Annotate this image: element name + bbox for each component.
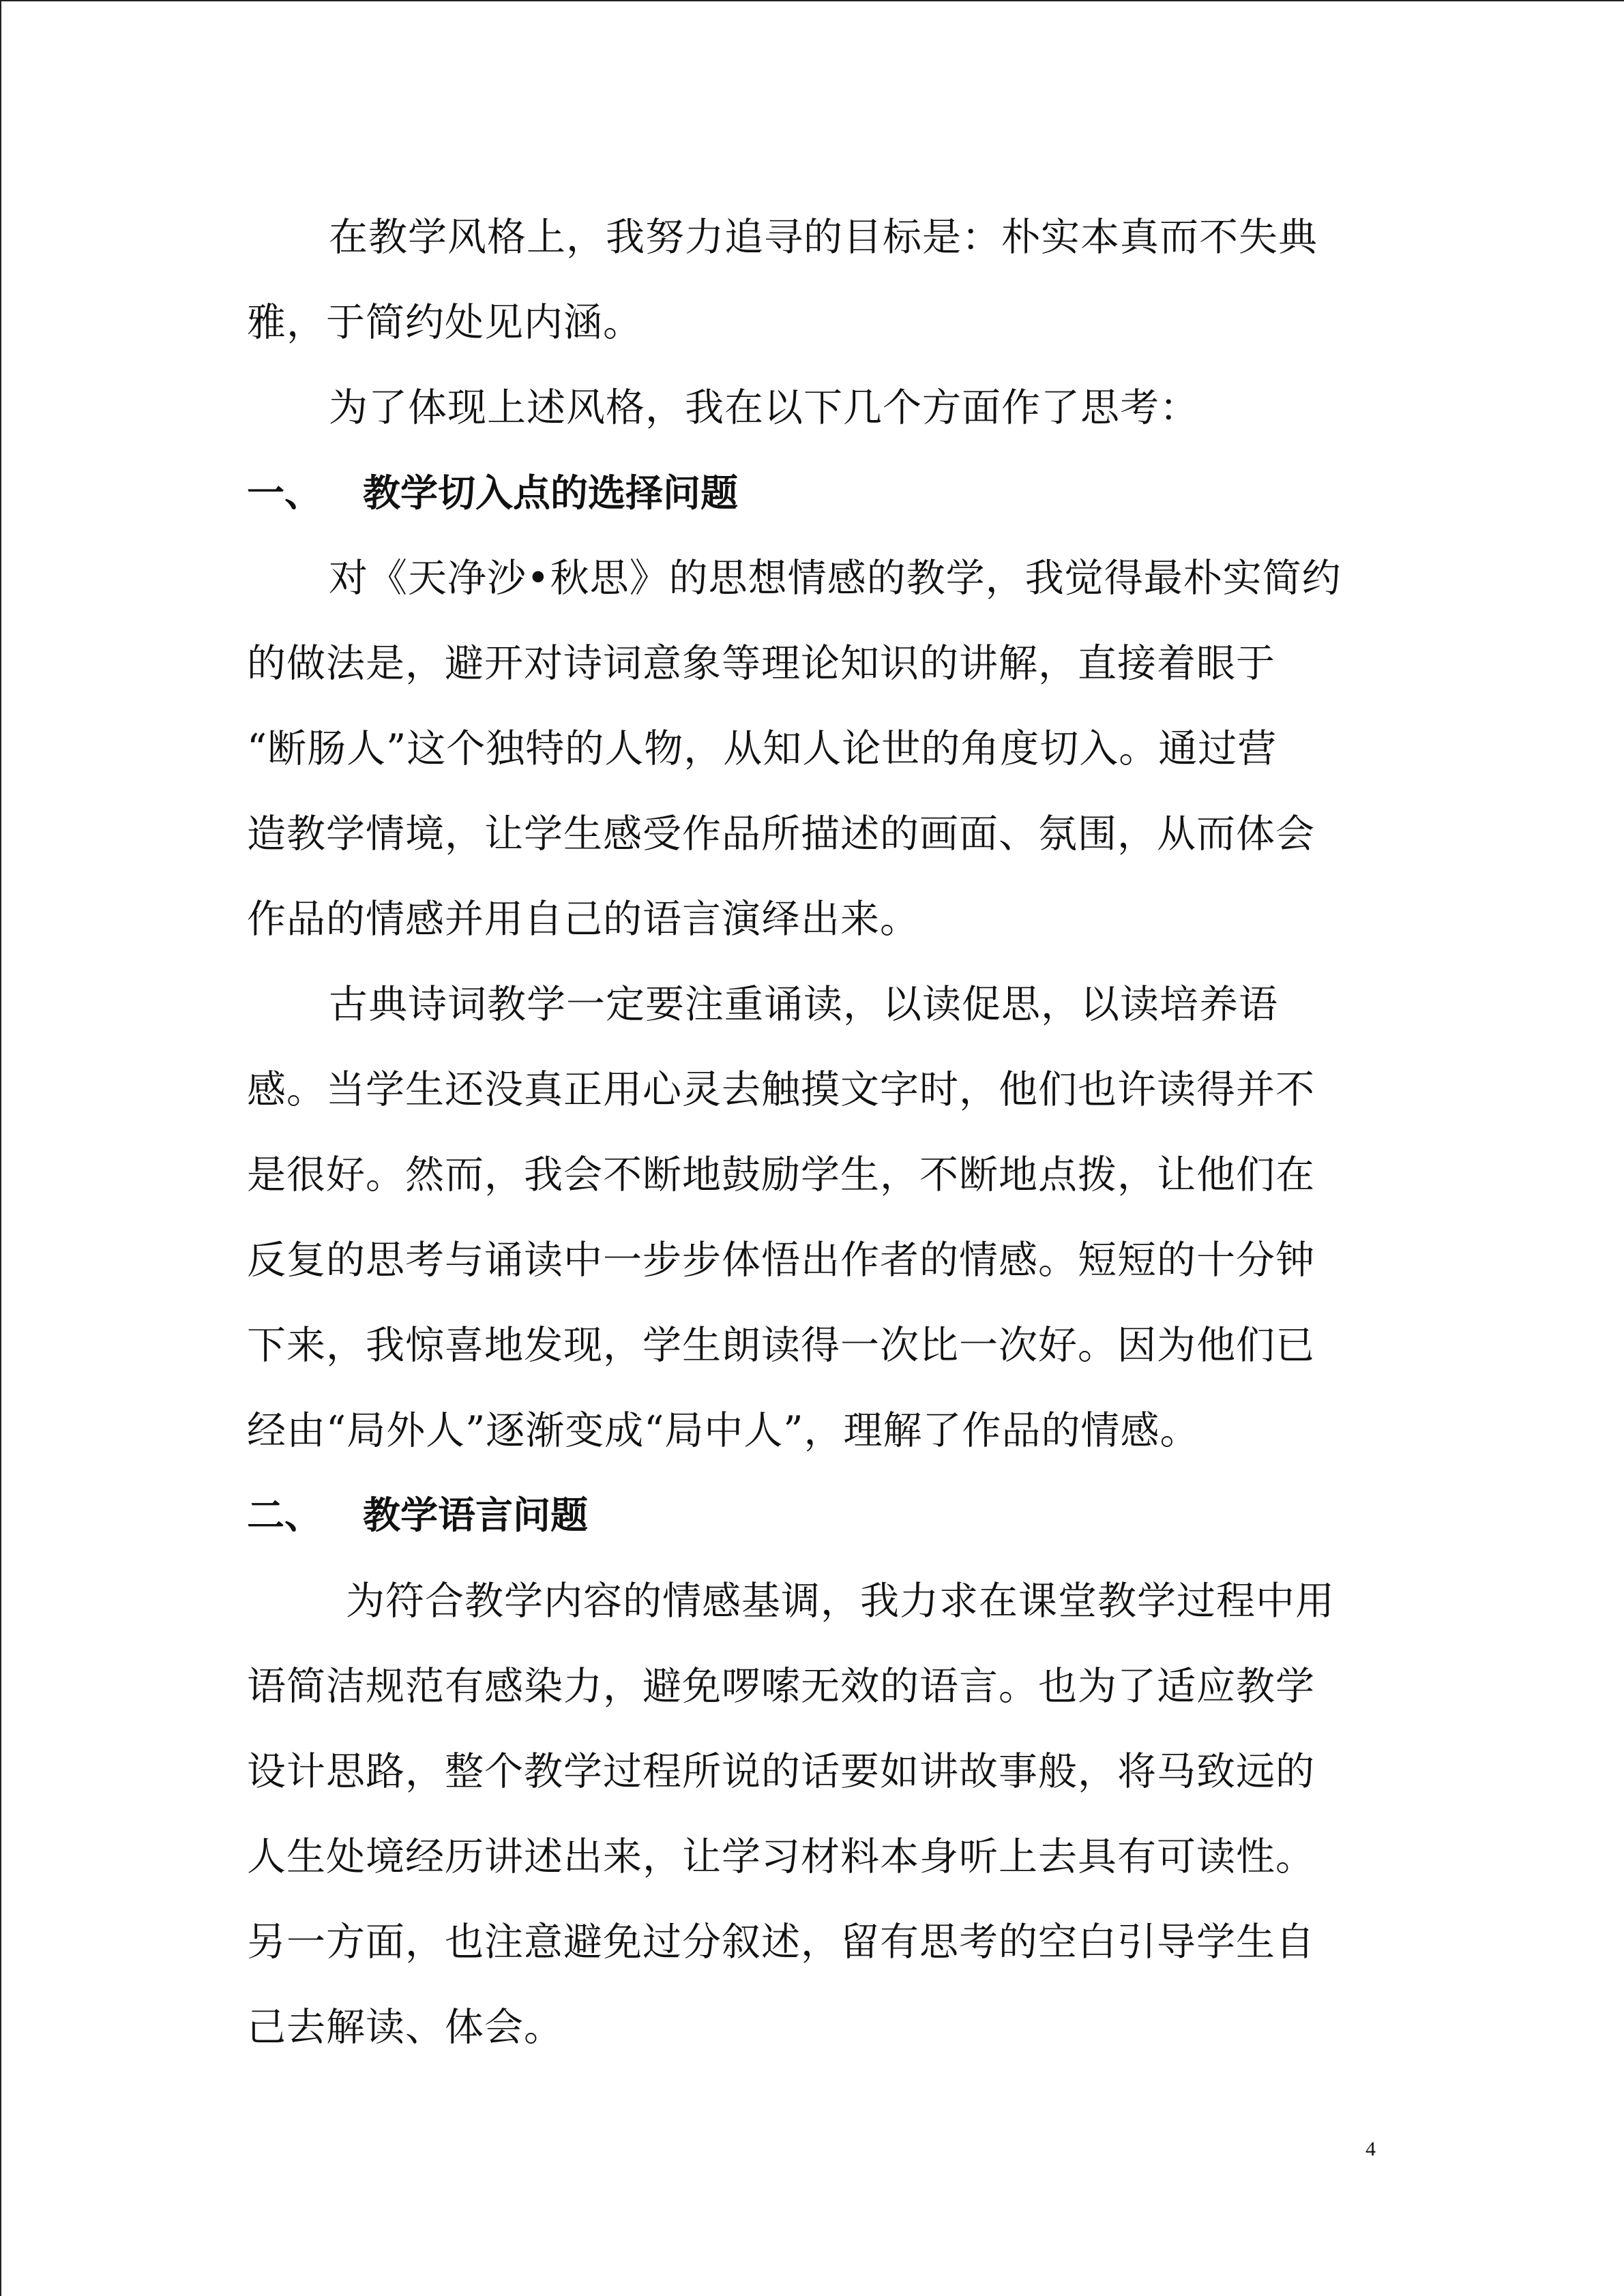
paragraph-5-line-3: 设计思路，整个教学过程所说的话要如讲故事般，将马致远的 xyxy=(247,1749,1315,1794)
paragraph-4-line-4: 反复的思考与诵读中一步步体悟出作者的情感。短短的十分钟 xyxy=(247,1238,1315,1283)
section-heading-1 xyxy=(247,471,739,515)
paragraph-5-line-1: 为符合教学内容的情感基调，我力求在课堂教学过程中用 xyxy=(346,1579,1335,1624)
section-heading-1-number: 一、 xyxy=(247,471,323,515)
paragraph-2-line-1: 为了体现上述风格，我在以下几个方面作了思考： xyxy=(329,385,1199,430)
section-heading-1-text: 教学切入点的选择问题 xyxy=(363,471,739,515)
paragraph-5-line-4: 人生处境经历讲述出来，让学习材料本身听上去具有可读性。 xyxy=(247,1834,1315,1879)
page-number: 4 xyxy=(1365,2138,1376,2160)
paragraph-4-line-5: 下来，我惊喜地发现，学生朗读得一次比一次好。因为他们已 xyxy=(247,1323,1315,1368)
paragraph-3-line-5: 作品的情感并用自己的语言演绎出来。 xyxy=(247,897,919,942)
paragraph-3-line-4: 造教学情境，让学生感受作品所描述的画面、氛围，从而体会 xyxy=(247,811,1315,856)
section-heading-2-text: 教学语言问题 xyxy=(363,1493,589,1537)
paragraph-5-line-6: 己去解读、体会。 xyxy=(247,2005,563,2050)
paragraph-1-line-1: 在教学风格上，我努力追寻的目标是：朴实本真而不失典 xyxy=(329,215,1318,260)
paragraph-5-line-5: 另一方面，也注意避免过分叙述，留有思考的空白引导学生自 xyxy=(247,1920,1315,1965)
paragraph-4-line-3: 是很好。然而，我会不断地鼓励学生，不断地点拨，让他们在 xyxy=(247,1152,1315,1197)
paragraph-5-line-2: 语简洁规范有感染力，避免啰嗦无效的语言。也为了适应教学 xyxy=(247,1664,1315,1709)
section-heading-2-number: 二、 xyxy=(247,1493,323,1537)
paragraph-4-line-1: 古典诗词教学一定要注重诵读，以读促思，以读培养语 xyxy=(329,982,1278,1027)
section-heading-2 xyxy=(247,1493,589,1537)
paragraph-3-line-2: 的做法是，避开对诗词意象等理论知识的讲解，直接着眼于 xyxy=(247,641,1275,686)
paragraph-3-line-1: 对《天净沙•秋思》的思想情感的教学，我觉得最朴实简约 xyxy=(329,556,1342,601)
paragraph-4-line-6: 经由“局外人”逐渐变成“局中人”，理解了作品的情感。 xyxy=(247,1408,1200,1453)
paragraph-4-line-2: 感。当学生还没真正用心灵去触摸文字时，他们也许读得并不 xyxy=(247,1067,1315,1112)
paragraph-3-line-3: “断肠人”这个独特的人物，从知人论世的角度切入。通过营 xyxy=(247,726,1278,771)
paragraph-1-line-2: 雅，于简约处见内涵。 xyxy=(247,300,643,345)
